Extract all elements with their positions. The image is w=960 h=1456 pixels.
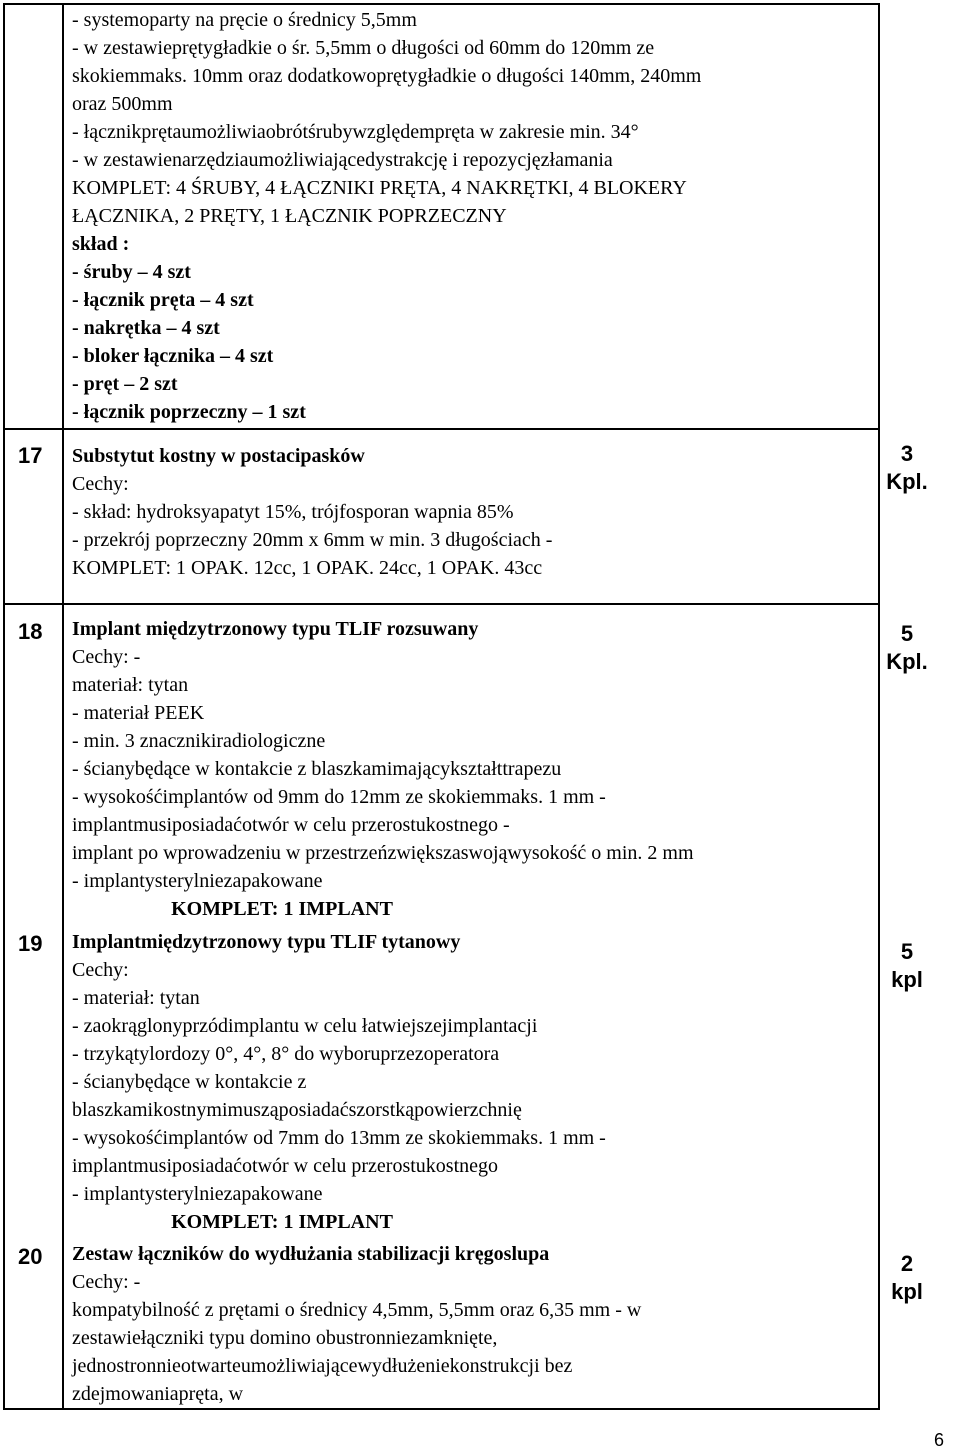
- spec-line: - wysokośćimplantów od 7mm do 13mm ze skokiemmaks. 1 mm -: [72, 1127, 606, 1149]
- item-title: Zestaw łączników do wydłużania stabilizacji kręgoslupa: [72, 1243, 550, 1265]
- item-title: Implantmiędzytrzonowy typu TLIF tytanowy: [72, 931, 461, 953]
- spec-line: skokiemmaks. 10mm oraz dodatkowoprętygładkie o długości 140mm, 240mm: [72, 65, 702, 87]
- spec-line: jednostronnieotwarteumożliwiającewydłużeniekonstrukcji bez: [72, 1355, 573, 1377]
- item-quantity: 2: [900, 1251, 914, 1276]
- composition-heading: skład :: [72, 233, 130, 255]
- item-number: 20: [18, 1244, 43, 1269]
- col-divider-1: [62, 3, 64, 1410]
- item-description: [72, 615, 872, 923]
- spec-line: - w zestawieprętygładkie o śr. 5,5mm o długości od 60mm do 120mm ze: [72, 37, 655, 59]
- col-divider-2: [878, 3, 880, 1410]
- table-border-bottom: [3, 1408, 880, 1410]
- item-quantity-cell: [874, 938, 940, 994]
- row-divider: [3, 603, 880, 605]
- spec-line: ŁĄCZNIKA, 2 PRĘTY, 1 ŁĄCZNIK POPRZECZNY: [72, 205, 507, 227]
- spec-line: - implantysterylniezapakowane: [72, 1183, 323, 1205]
- item-number: 18: [18, 619, 43, 644]
- spec-line: - materiał PEEK: [72, 702, 205, 724]
- composition-line: - śruby – 4 szt: [72, 261, 191, 283]
- item-unit: Kpl.: [886, 469, 928, 494]
- item-number: 17: [18, 443, 43, 468]
- item-description: [72, 928, 872, 1236]
- row-divider: [3, 428, 880, 430]
- spec-line: oraz 500mm: [72, 93, 173, 115]
- spec-line: - ścianybędące w kontakcie z: [72, 1071, 307, 1093]
- composition-line: - łącznik pręta – 4 szt: [72, 289, 254, 311]
- item-unit: kpl: [891, 1279, 923, 1304]
- spec-line: - wysokośćimplantów od 9mm do 12mm ze skokiemmaks. 1 mm -: [72, 786, 606, 808]
- item-number: 19: [18, 931, 43, 956]
- composition-line: - łącznik poprzeczny – 1 szt: [72, 401, 306, 423]
- item-title: Implant międzytrzonowy typu TLIF rozsuwany: [72, 618, 479, 640]
- spec-line: - trzykątylordozy 0°, 4°, 8° do wyboruprzezoperatora: [72, 1043, 500, 1065]
- page-number: 6: [933, 1430, 944, 1450]
- table-border-top: [3, 3, 880, 5]
- item-quantity: 5: [900, 621, 914, 646]
- item-description: [72, 442, 872, 582]
- spec-line: kompatybilność z prętami o średnicy 4,5mm, 5,5mm oraz 6,35 mm - w: [72, 1299, 642, 1321]
- item-quantity-cell: [874, 1250, 940, 1306]
- spec-line: - przekrój poprzeczny 20mm x 6mm w min. 3 długościach -: [72, 529, 553, 551]
- spec-line: - łącznikprętaumożliwiaobrótśrubywzględempręta w zakresie min. 34°: [72, 121, 639, 143]
- spec-line: Cechy:: [72, 473, 129, 495]
- spec-line: KOMPLET: 4 ŚRUBY, 4 ŁĄCZNIKI PRĘTA, 4 NAKRĘTKI, 4 BLOKERY: [72, 177, 687, 199]
- item-quantity-cell: [874, 620, 940, 676]
- spec-line: zdejmowaniapręta, w: [72, 1383, 244, 1405]
- item-quantity: 3: [900, 441, 914, 466]
- item-kit-footer: KOMPLET: 1 IMPLANT: [171, 1211, 393, 1233]
- item-kit-footer: KOMPLET: 1 IMPLANT: [171, 898, 393, 920]
- composition-line: - bloker łącznika – 4 szt: [72, 345, 274, 367]
- spec-line: - w zestawienarzędziaumożliwiającedystrakcję i repozycjęzłamania: [72, 149, 613, 171]
- spec-line: blaszkamikostnymimusząposiadaćszorstkąpowierzchnię: [72, 1099, 522, 1121]
- spec-line: Cechy:: [72, 959, 129, 981]
- spec-line: KOMPLET: 1 OPAK. 12cc, 1 OPAK. 24cc, 1 OPAK. 43cc: [72, 557, 543, 579]
- item-description: [72, 1240, 872, 1408]
- spec-line: implantmusiposiadaćotwór w celu przerostukostnego: [72, 1155, 499, 1177]
- item-title: Substytut kostny w postacipasków: [72, 445, 365, 467]
- spec-line: Cechy: -: [72, 1271, 141, 1293]
- spec-line: materiał: tytan: [72, 674, 189, 696]
- spec-line: Cechy: -: [72, 646, 141, 668]
- composition-line: - nakrętka – 4 szt: [72, 317, 220, 339]
- spec-line: implant po wprowadzeniu w przestrzeńzwiększaswojąwysokość o min. 2 mm: [72, 842, 694, 864]
- spec-line: - systemoparty na pręcie o średnicy 5,5mm: [72, 9, 417, 31]
- spec-line: - zaokrąglonyprzódimplantu w celu łatwiejszejimplantacji: [72, 1015, 538, 1037]
- spec-line: - ścianybędące w kontakcie z blaszkamimającykształttrapezu: [72, 758, 562, 780]
- continuation-description: [72, 6, 872, 426]
- spec-line: - skład: hydroksyapatyt 15%, trójfosporan wapnia 85%: [72, 501, 514, 523]
- composition-line: - pręt – 2 szt: [72, 373, 178, 395]
- table-border-left: [3, 3, 5, 1410]
- item-quantity: 5: [900, 939, 914, 964]
- item-unit: Kpl.: [886, 649, 928, 674]
- spec-line: - implantysterylniezapakowane: [72, 870, 323, 892]
- item-quantity-cell: [874, 440, 940, 496]
- spec-line: zestawiełączniki typu domino obustronniezamknięte,: [72, 1327, 498, 1349]
- spec-line: - min. 3 znacznikiradiologiczne: [72, 730, 326, 752]
- spec-line: implantmusiposiadaćotwór w celu przerostukostnego -: [72, 814, 510, 836]
- item-unit: kpl: [891, 967, 923, 992]
- spec-line: - materiał: tytan: [72, 987, 200, 1009]
